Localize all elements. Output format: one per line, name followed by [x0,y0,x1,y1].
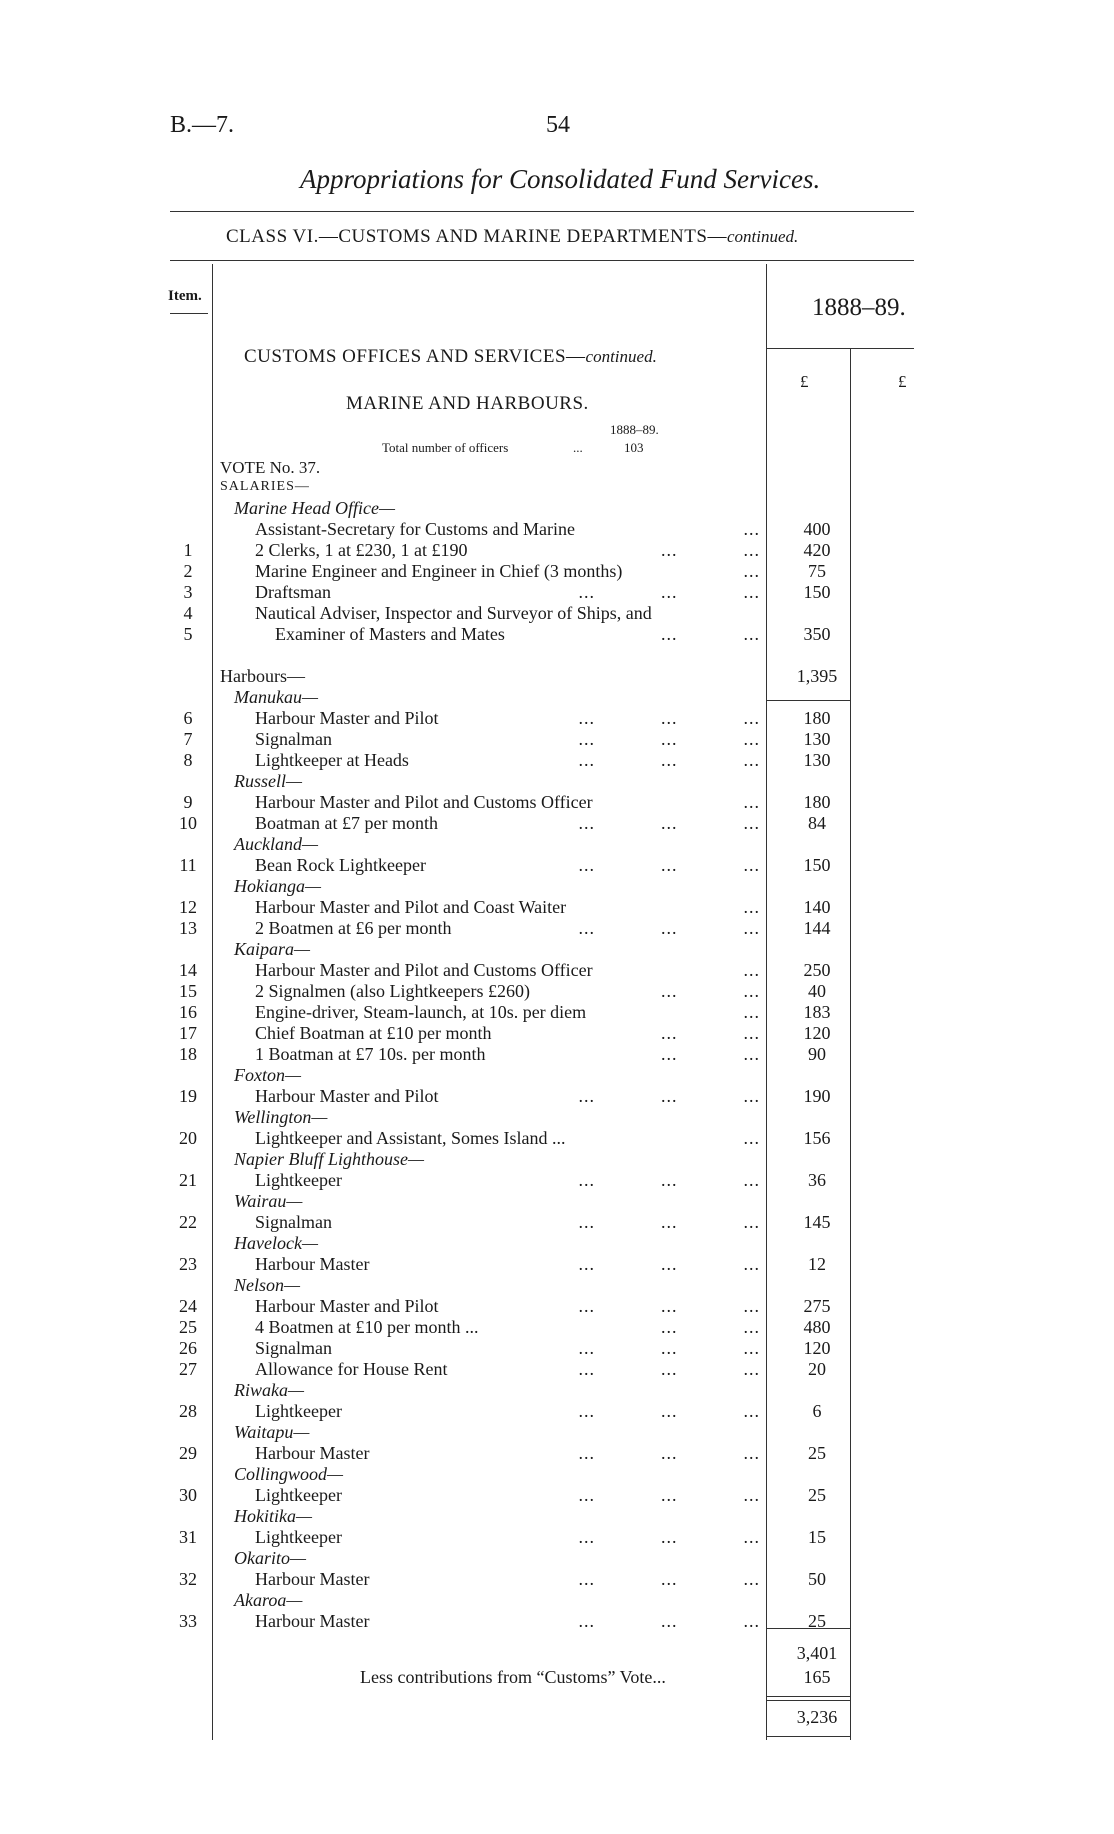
page-title: Appropriations for Consolidated Fund Services. [300,164,821,194]
item-amount: 350 [803,624,831,644]
item-row [0,1023,1114,1044]
item-number: 14 [179,960,197,980]
group-heading-row [0,1464,1114,1485]
item-row [0,561,1114,582]
item-row [0,897,1114,918]
item-amount: 420 [803,540,831,560]
item-row [0,1401,1114,1422]
item-header-rule [170,313,208,314]
item-number: 9 [183,792,193,812]
item-amount: 120 [803,1338,831,1358]
item-number: 20 [179,1128,197,1148]
item-number: 29 [179,1443,197,1463]
total-rule-bottom [766,1696,850,1697]
item-label: Harbour Master [255,1611,370,1631]
item-amount: 25 [808,1485,826,1505]
item-row [0,1254,1114,1275]
item-row [0,603,1114,624]
item-label: Harbour Master [255,1443,370,1463]
item-row [0,1359,1114,1380]
item-amount: 190 [803,1086,831,1106]
item-row [0,1170,1114,1191]
item-number: 25 [179,1317,197,1337]
item-number: 11 [179,855,197,875]
leader-dots: ... ... [661,540,760,560]
class-heading-suffix: continued. [726,227,799,246]
section-heading-suffix: continued. [585,347,657,366]
item-label: Hokitika— [234,1506,312,1526]
officers-count: 103 [624,440,644,455]
item-amount: 75 [808,561,826,581]
item-row [0,813,1114,834]
currency-right: £ [898,372,907,391]
leader-dots: ... ... ... [578,708,760,728]
subtotal-amount: 3,401 [796,1643,838,1663]
item-amount: 145 [803,1212,831,1232]
item-label: Harbour Master [255,1569,370,1589]
leader-dots: ... ... ... [578,1359,760,1379]
item-row [0,1086,1114,1107]
leader-dots: ... ... [661,1044,760,1064]
item-amount: 156 [803,1128,831,1148]
item-row [0,981,1114,1002]
item-amount: 140 [803,897,831,917]
item-number: 7 [183,729,193,749]
group-heading-row [0,1107,1114,1128]
item-amount: 50 [808,1569,826,1589]
leader-dots: ... ... ... [578,1170,760,1190]
item-row [0,1212,1114,1233]
leader-dots: ... ... ... [578,1401,760,1421]
leader-dots: ... [743,897,760,917]
item-row [0,708,1114,729]
item-row [0,582,1114,603]
item-amount: 90 [808,1044,826,1064]
leader-dots: ... ... [661,624,760,644]
item-label: Harbour Master and Pilot and Customs Officer [255,792,593,812]
item-row [0,1443,1114,1464]
item-label: Wairau— [234,1191,303,1211]
class-heading [226,226,798,248]
item-number: 18 [179,1044,197,1064]
year-header-rule [766,348,914,349]
item-amount: 250 [803,960,831,980]
item-number: 2 [183,561,193,581]
item-number: 1 [183,540,193,560]
item-label: Marine Head Office— [234,498,395,518]
item-label: Boatman at £7 per month [255,813,438,833]
leader-dots: ... ... ... [578,813,760,833]
leader-dots: ... ... ... [578,582,760,602]
item-label: Wellington— [234,1107,328,1127]
item-row [0,540,1114,561]
item-amount: 6 [812,1401,822,1421]
item-row [0,1044,1114,1065]
title-rule [170,211,914,212]
item-row [0,1002,1114,1023]
total-rule-bottom-double [766,1700,850,1701]
item-label: Lightkeeper [255,1401,342,1421]
group-heading-row [0,1548,1114,1569]
item-label: Lightkeeper at Heads [255,750,409,770]
item-label: Riwaka— [234,1380,304,1400]
group-heading-row [0,834,1114,855]
leader-dots: ... ... ... [578,1485,760,1505]
item-label: Nelson— [234,1275,301,1295]
group-heading-row [0,939,1114,960]
item-row [0,1527,1114,1548]
item-label: Allowance for House Rent [255,1359,448,1379]
item-row [0,1296,1114,1317]
item-amount: 150 [803,582,831,602]
item-row [0,750,1114,771]
net-total-rule [766,1736,850,1737]
item-number: 16 [179,1002,197,1022]
group-heading-row [0,519,1114,540]
less-contributions-label: Less contributions from “Customs” Vote... [360,1667,666,1687]
item-number: 30 [179,1485,197,1505]
item-amount: 480 [803,1317,831,1337]
class-heading-text: CLASS VI.—CUSTOMS AND MARINE DEPARTMENTS— [226,226,727,247]
item-label: Examiner of Masters and Mates [275,624,505,644]
item-label: Manukau— [234,687,318,707]
page-number: 54 [546,112,570,138]
item-number: 21 [179,1170,197,1190]
leader-dots: ... ... ... [578,1443,760,1463]
item-label: Signalman [255,1338,332,1358]
item-label: Lightkeeper [255,1170,342,1190]
item-number: 5 [183,624,193,644]
item-number: 23 [179,1254,197,1274]
item-row [0,1485,1114,1506]
leader-dots: ... ... ... [578,1527,760,1547]
item-amount: 1,395 [796,666,838,686]
item-amount: 180 [803,792,831,812]
group-heading-row [0,1506,1114,1527]
item-number: 15 [179,981,197,1001]
leader-dots: ... ... ... [578,750,760,770]
item-label: Collingwood— [234,1464,344,1484]
item-amount: 120 [803,1023,831,1043]
item-label: Akaroa— [234,1590,303,1610]
leader-dots: ... [743,960,760,980]
leader-dots: ... ... [661,981,760,1001]
item-row [0,1611,1114,1632]
item-row [0,960,1114,981]
officers-label: Total number of officers [382,440,509,455]
harbours-subtotal-rule [766,700,850,701]
item-label: Harbour Master and Pilot [255,1296,439,1316]
item-amount: 180 [803,708,831,728]
item-column-header: Item. [168,288,202,304]
item-label: Harbour Master and Pilot and Customs Officer [255,960,593,980]
item-label: Harbour Master [255,1254,370,1274]
item-label: Draftsman [255,582,331,602]
currency-left: £ [800,372,809,391]
salaries-heading: SALARIES— [220,479,310,494]
item-label: Chief Boatman at £10 per month [255,1023,492,1043]
item-number: 24 [179,1296,197,1316]
group-heading-row [0,1380,1114,1401]
item-row [0,918,1114,939]
item-label: Harbours— [220,666,305,686]
item-label: Engine-driver, Steam-launch, at 10s. per diem [255,1002,587,1022]
net-total-amount: 3,236 [796,1707,838,1727]
item-number: 22 [179,1212,197,1232]
item-amount: 12 [808,1254,826,1274]
item-label: Bean Rock Lightkeeper [255,855,426,875]
item-number: 17 [179,1023,197,1043]
leader-dots: ... ... [661,1023,760,1043]
group-heading-row [0,1422,1114,1443]
item-number: 19 [179,1086,197,1106]
item-label: Nautical Adviser, Inspector and Surveyor of Ships, and [255,603,652,623]
item-label: Kaipara— [234,939,311,959]
leader-dots: ... [743,519,760,539]
item-number: 33 [179,1611,197,1631]
item-label: Signalman [255,729,332,749]
group-heading-row [0,1590,1114,1611]
group-heading-row [0,1065,1114,1086]
item-label: 2 Clerks, 1 at £230, 1 at £190 [255,540,468,560]
section-heading-text: CUSTOMS OFFICES AND SERVICES— [244,346,586,367]
item-amount: 15 [808,1527,826,1547]
item-label: Waitapu— [234,1422,310,1442]
item-amount: 150 [803,855,831,875]
item-row [0,792,1114,813]
item-amount: 130 [803,750,831,770]
item-amount: 130 [803,729,831,749]
leader-dots: ... ... ... [578,1338,760,1358]
leader-dots: ... ... ... [578,855,760,875]
item-row [0,1338,1114,1359]
item-row [0,1128,1114,1149]
item-number: 3 [183,582,193,602]
item-amount: 144 [803,918,831,938]
subsection-heading: MARINE AND HARBOURS. [346,393,589,414]
leader-dots: ... ... ... [578,1296,760,1316]
item-amount: 25 [808,1611,826,1631]
item-row [0,1569,1114,1590]
item-row [0,1317,1114,1338]
item-number: 32 [179,1569,197,1589]
document-reference: B.—7. [170,112,235,138]
group-heading-row [0,1149,1114,1170]
group-heading-row [0,498,1114,519]
leader-dots: ... ... [661,1317,760,1337]
item-number: 28 [179,1401,197,1421]
item-number: 12 [179,897,197,917]
group-heading-row [0,1233,1114,1254]
item-label: 4 Boatmen at £10 per month ... [255,1317,479,1337]
year-column-header: 1888–89. [812,294,906,321]
item-amount: 36 [808,1170,826,1190]
leader-dots: ... ... ... [578,1086,760,1106]
item-amount: 84 [808,813,826,833]
class-rule [170,260,914,261]
item-label: Havelock— [234,1233,318,1253]
item-number: 31 [179,1527,197,1547]
item-number: 4 [183,603,193,623]
item-label: Signalman [255,1212,332,1232]
leader-dots: ... ... ... [578,1212,760,1232]
spacer-row [0,645,1114,666]
vote-number: VOTE No. 37. [220,458,321,477]
item-label: Lightkeeper [255,1485,342,1505]
item-row [0,624,1114,645]
item-amount: 183 [803,1002,831,1022]
item-label: 2 Boatmen at £6 per month [255,918,452,938]
item-number: 13 [179,918,197,938]
less-contributions-amount: 165 [803,1667,831,1687]
item-amount: 20 [808,1359,826,1379]
item-label: Hokianga— [234,876,321,896]
item-label: Okarito— [234,1548,306,1568]
total-rule-top [766,1628,850,1629]
officers-dots: ... [573,440,583,455]
item-number: 10 [179,813,197,833]
item-amount: 400 [803,519,831,539]
leader-dots: ... ... ... [578,918,760,938]
group-heading-row [0,666,1114,687]
leader-dots: ... ... ... [578,729,760,749]
item-label: Lightkeeper and Assistant, Somes Island ... [255,1128,566,1148]
item-number: 8 [183,750,193,770]
item-number: 27 [179,1359,197,1379]
item-label: Assistant-Secretary for Customs and Marine [255,519,575,539]
item-label: Foxton— [234,1065,301,1085]
item-number: 26 [179,1338,197,1358]
item-label: Russell— [234,771,303,791]
leader-dots: ... [743,1002,760,1022]
item-label: 2 Signalmen (also Lightkeepers £260) [255,981,530,1001]
group-heading-row [0,876,1114,897]
group-heading-row [0,1191,1114,1212]
leader-dots: ... ... ... [578,1254,760,1274]
item-label: Harbour Master and Pilot [255,1086,439,1106]
leader-dots: ... [743,561,760,581]
group-heading-row [0,1275,1114,1296]
item-row [0,729,1114,750]
item-label: 1 Boatman at £7 10s. per month [255,1044,486,1064]
leader-dots: ... [743,792,760,812]
section-heading [244,346,657,368]
item-label: Harbour Master and Pilot and Coast Waiter [255,897,567,917]
item-amount: 40 [808,981,826,1001]
group-heading-row [0,771,1114,792]
item-label: Napier Bluff Lighthouse— [234,1149,425,1169]
item-amount: 25 [808,1443,826,1463]
item-number: 6 [183,708,193,728]
leader-dots: ... ... ... [578,1569,760,1589]
item-label: Lightkeeper [255,1527,342,1547]
item-label: Auckland— [234,834,318,854]
leader-dots: ... [743,1128,760,1148]
item-row [0,855,1114,876]
item-label: Harbour Master and Pilot [255,708,439,728]
leader-dots: ... ... ... [578,1611,760,1631]
officers-year: 1888–89. [610,422,659,437]
item-amount: 275 [803,1296,831,1316]
item-label: Marine Engineer and Engineer in Chief (3 months) [255,561,623,581]
group-heading-row [0,687,1114,708]
